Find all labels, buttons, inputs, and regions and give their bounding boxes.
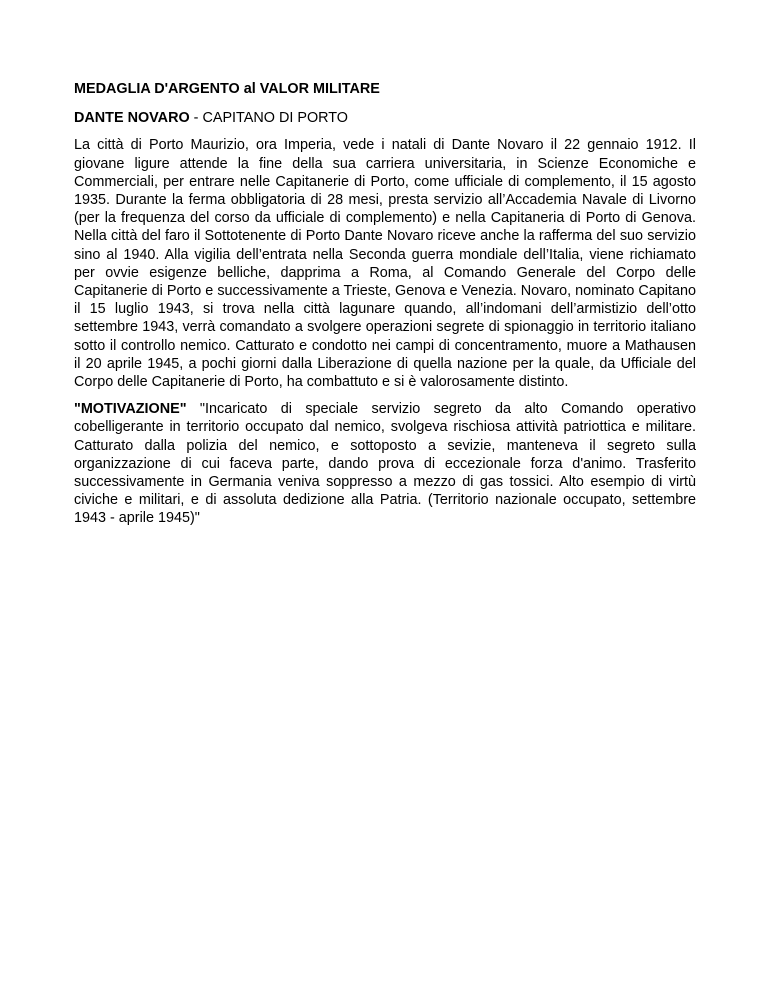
document-subtitle <box>74 109 696 127</box>
subject-role: CAPITANO DI PORTO <box>202 110 348 127</box>
motivation-paragraph <box>74 400 696 527</box>
document-title: MEDAGLIA D'ARGENTO al VALOR MILITARE <box>74 81 380 97</box>
motivation-label: "MOTIVAZIONE" <box>74 401 187 418</box>
subject-name: DANTE NOVARO <box>74 110 190 127</box>
biography-paragraph: La città di Porto Maurizio, ora Imperia, vede i natali di Dante Novaro il 22 gennaio 1912. Il giovane ligure attende la fine della sua carriera universitaria, in Scienze Economiche e Commerciali, per entrare nelle Capitanerie di Porto, come ufficiale di complemento, il 15 agosto 1935. Durante la ferma obbligatoria di 28 mesi, presta servizio all’Accademia Navale di Livorno (per la frequenza del corso da ufficiale di complemento) e nella Capitaneria di Porto di Genova. Nella città del faro il Sottotenente di Porto Dante Novaro riceve anche la rafferma del suo servizio sino al 1940. Alla vigilia dell’entrata nella Seconda guerra mondiale dell’Italia, viene richiamato per ovvie esigenze belliche, dapprima a Roma, al Comando Generale del Corpo delle Capitanerie di Porto e successivamente a Trieste, Genova e Venezia. Novaro, nominato Capitano il 15 luglio 1943, si trova nella città lagunare quando, all’indomani dell’armistizio dell’otto settembre 1943, verrà comandato a svolgere operazioni segrete di spionaggio in territorio italiano sotto il controllo nemico. Catturato e condotto nei campi di concentramento, muore a Mathausen il 20 aprile 1945, a pochi giorni dalla Liberazione di quella nazione per la quale, da Ufficiale del Corpo delle Capitanerie di Porto, ha combattuto e si è valorosamente distinto. <box>74 137 696 391</box>
document-page <box>74 80 696 537</box>
motivation-text: "Incaricato di speciale servizio segreto da alto Comando operativo cobelligerante in territorio occupato dal nemico, svolgeva rischiosa attività patriottica e militare. Catturato dalla polizia del nemico, e sottoposto a sevizie, manteneva il segreto sulla organizzazione di cui faceva parte, dando prova di eccezionale forza d'animo. Trasferito successivamente in Germania veniva soppresso a mezzo di gas tossici. Alto esempio di virtù civiche e militari, e di assoluta dedizione alla Patria. (Territorio nazionale occupato, settembre 1943 - aprile 1945)" <box>74 401 696 527</box>
subtitle-separator: - <box>189 110 203 127</box>
